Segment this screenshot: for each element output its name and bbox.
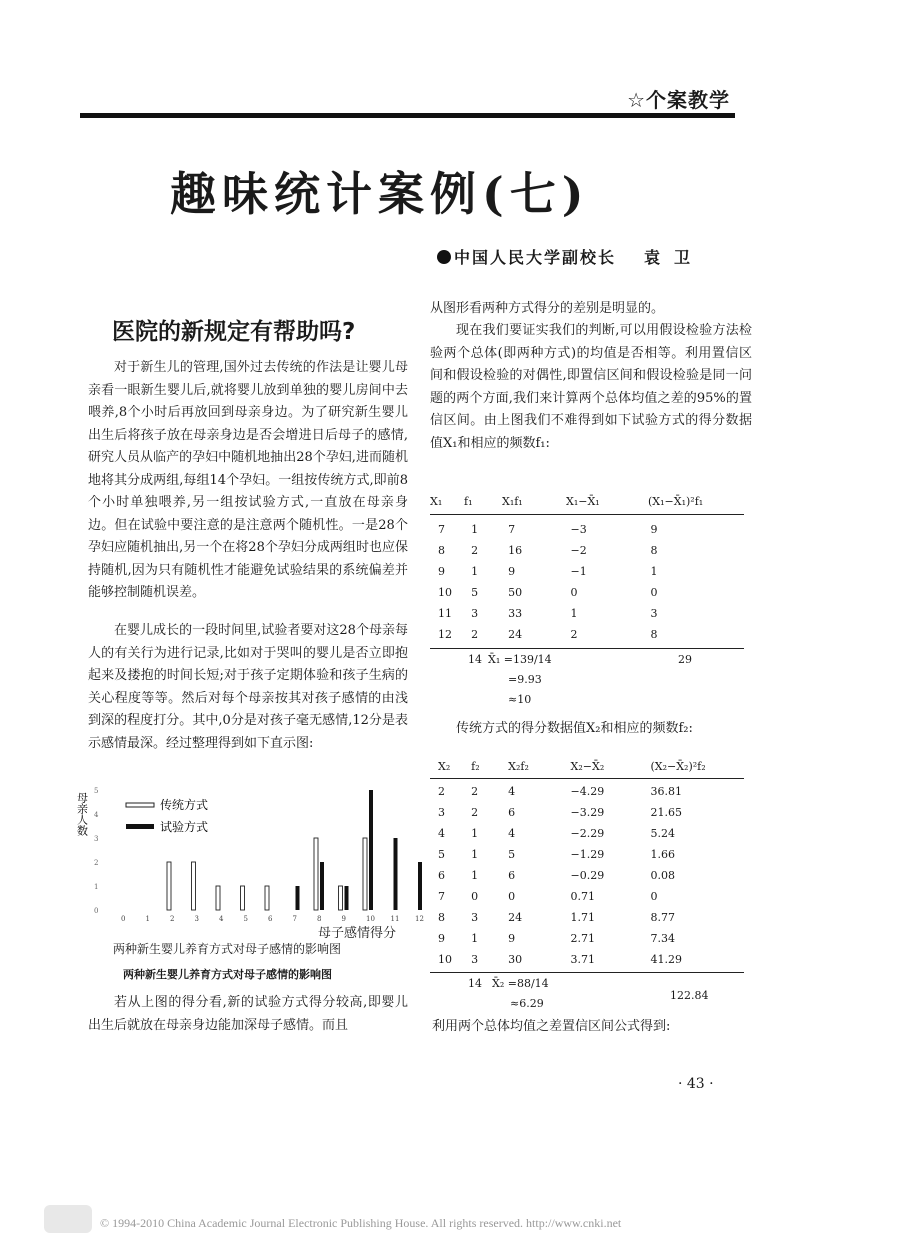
table-1-sum-squares: 29 — [678, 653, 692, 666]
table-cell: 8 — [438, 911, 445, 924]
table-cell: 2.71 — [570, 932, 596, 945]
table-2-header-cell: X₂ — [438, 759, 451, 773]
table-cell: −1 — [570, 565, 587, 578]
x-tick-label: 9 — [341, 915, 346, 923]
x-tick-label: 0 — [121, 915, 126, 923]
table-cell: 11 — [438, 607, 452, 620]
table-cell: 4 — [438, 827, 445, 840]
right-paragraph-1: 从图形看两种方式得分的差别是明显的。 — [430, 301, 665, 316]
table-cell: 2 — [471, 806, 479, 819]
legend-label-experimental: 试验方式 — [160, 820, 209, 834]
page-number: · 43 · — [678, 1076, 714, 1092]
table-cell: 2 — [471, 544, 479, 557]
bar-traditional — [192, 862, 196, 910]
table-cell: 0 — [650, 890, 658, 903]
table-cell: 3 — [471, 911, 479, 924]
table-row — [430, 540, 744, 561]
byline-affiliation: 中国人民大学副校长 — [454, 248, 617, 267]
table-cell: 50 — [508, 586, 523, 599]
legend-swatch-traditional — [126, 803, 154, 807]
x-tick-label: 8 — [317, 915, 322, 923]
table-cell: 9 — [508, 565, 516, 578]
table-row — [430, 781, 744, 802]
table-cell: 1 — [471, 848, 479, 861]
byline — [437, 245, 704, 268]
table-2-header-cell: X₂−X̄₂ — [570, 759, 605, 773]
table-cell: 1 — [471, 932, 479, 945]
table-cell: −3 — [570, 523, 587, 536]
table-cell: 3 — [471, 607, 479, 620]
table-cell: 3 — [650, 607, 658, 620]
table-2-header — [430, 754, 744, 778]
x-tick-label: 1 — [145, 915, 150, 923]
table-cell: 7 — [508, 523, 516, 536]
table-row — [430, 886, 744, 907]
left-paragraph-2: 在婴儿成长的一段时间里,试验者要对这28个母亲每人的有关行为进行记录,比如对于哭叫的婴儿是否立即抱起来及搂抱的时间长短;对于孩子定期体验和孩子生病的关心程度等等。然后对每个母亲按其对孩子感情的由浅到深的程度打分。其中,0分是对孩子毫无感情,12分是表示感情最深。经过整理得到如下直示图: — [88, 623, 408, 751]
table-cell: 3.71 — [570, 953, 596, 966]
table-cell: 1 — [471, 523, 479, 536]
table-1-mean-rounded: ≈10 — [508, 693, 532, 706]
table-2-mean-formula: X̄₂ =88/14 — [492, 977, 549, 990]
bar-traditional — [265, 886, 269, 910]
table-cell: 5.24 — [650, 827, 675, 840]
table-cell: 1 — [471, 827, 479, 840]
table-row — [430, 582, 744, 603]
y-tick-label: 0 — [94, 907, 99, 915]
bar-traditional — [339, 886, 343, 910]
table-1-mean-value: =9.93 — [508, 673, 542, 686]
y-tick-label: 3 — [94, 835, 99, 843]
table-cell: 2 — [570, 628, 578, 641]
table-cell: 24 — [508, 628, 523, 641]
table-2-summary — [430, 973, 744, 1019]
table-cell: 33 — [508, 607, 523, 620]
table-cell: 8.77 — [650, 911, 675, 924]
header-rule — [80, 113, 735, 118]
table-2-sum-squares: 122.84 — [670, 989, 709, 1002]
table-cell: −3.29 — [570, 806, 605, 819]
bar-experimental — [296, 886, 300, 910]
table-cell: 9 — [650, 523, 658, 536]
table-1 — [430, 488, 744, 713]
table-2-intro: 传统方式的得分数据值X₂和相应的频数f₂: — [456, 721, 693, 736]
table-cell: 0 — [650, 586, 658, 599]
table-2 — [430, 754, 744, 1019]
bar-traditional — [363, 838, 367, 910]
chart-x-label: 母子感情得分 — [318, 926, 397, 941]
table-cell: 1.66 — [650, 848, 675, 861]
table-2-total-f: 14 — [468, 977, 482, 990]
table-row — [430, 561, 744, 582]
left-paragraph-1: 对于新生儿的管理,国外过去传统的作法是让婴儿母亲看一眼新生婴儿后,就将婴儿放到单独的婴儿房间中去喂养,8个小时后再放回到母亲身边。为了研究新生婴儿出生后将孩子放在母亲身边是否会增进日后母子的感情,研究人员从临产的孕妇中随机地抽出28个孕妇,进而随机地将其分成两组,每组14个孕妇。一组按传统方式,即前8个小时单独喂养,另一组按试验方式,一直放在母亲身边。但在试验中要注意的是注意两个随机性。一是28个孕妇应随机抽出,另一个在将28个孕妇分成两组时也应保持随机,因为只有随机性才能避免试验结果的系统偏差并能够控制随机误差。 — [88, 360, 408, 600]
bullet-icon — [437, 250, 451, 264]
table-cell: 7 — [438, 890, 445, 903]
section-title: 医院的新规定有帮助吗? — [112, 319, 356, 345]
table-1-mean-formula: X̄₁ =139/14 — [488, 653, 552, 666]
table-1-header-cell: f₁ — [464, 494, 473, 508]
table-cell: 8 — [438, 544, 445, 557]
table-cell: 36.81 — [650, 785, 682, 798]
left-paragraph-3: 若从上图的得分看,新的试验方式得分较高,即婴儿出生后就放在母亲身边能加深母子感情。而且 — [88, 995, 408, 1033]
y-tick-label: 5 — [94, 787, 99, 795]
table-cell: 12 — [438, 628, 452, 641]
bar-experimental — [345, 886, 349, 910]
table-row — [430, 949, 744, 970]
table-cell: 7 — [438, 523, 445, 536]
table-cell: 1 — [471, 869, 479, 882]
chart-caption-1: 两种新生婴儿养育方式对母子感情的影响图 — [113, 942, 342, 956]
table-cell: −2 — [570, 544, 587, 557]
table-cell: 5 — [508, 848, 516, 861]
table-cell: 0 — [508, 890, 516, 903]
table-row — [430, 802, 744, 823]
table-cell: 9 — [438, 932, 445, 945]
y-tick-label: 2 — [94, 859, 99, 867]
table-cell: 9 — [508, 932, 516, 945]
bar-experimental — [418, 862, 422, 910]
table-cell: 0.71 — [570, 890, 596, 903]
table-cell: 9 — [438, 565, 445, 578]
chart-caption-2: 两种新生婴儿养育方式对母子感情的影响图 — [123, 968, 332, 981]
table-cell: 41.29 — [650, 953, 682, 966]
y-tick-label: 1 — [94, 883, 99, 891]
table-cell: 2 — [471, 785, 479, 798]
article-title: 趣味统计案例(七) — [170, 167, 590, 221]
table-cell: 10 — [438, 953, 452, 966]
table-2-header-cell: X₂f₂ — [508, 759, 529, 773]
table-row — [430, 907, 744, 928]
bar-traditional — [167, 862, 171, 910]
byline-author: 袁卫 — [644, 248, 705, 267]
table-cell: 21.65 — [650, 806, 682, 819]
table-2-mean-value: ≈6.29 — [510, 997, 544, 1010]
table-cell: 24 — [508, 911, 523, 924]
bar-traditional — [314, 838, 318, 910]
right-paragraph-2: 现在我们要证实我们的判断,可以用假设检验方法检验两个总体(即两种方式)的均值是否相等。利用置信区间和假设检验的对偶性,即置信区间和假设检验是同一问题的两个方面,我们来计算两个总体均值之差的95%的置信区间。由上图我们不难得到如下试验方式的得分数据值X₁和相应的频数f₁: — [430, 323, 752, 451]
table-1-summary — [430, 649, 744, 713]
table-cell: 16 — [508, 544, 523, 557]
table-row — [430, 844, 744, 865]
table-cell: 3 — [471, 953, 479, 966]
table-row — [430, 603, 744, 624]
table-1-header-cell: X₁f₁ — [502, 494, 523, 508]
x-tick-label: 5 — [243, 915, 248, 923]
bar-experimental — [320, 862, 324, 910]
y-tick-label: 4 — [94, 811, 99, 819]
table-cell: 5 — [471, 586, 479, 599]
section-label: ☆个案教学 — [627, 88, 730, 112]
bar-experimental — [394, 838, 398, 910]
table-1-header-cell: X₁−X̄₁ — [566, 494, 600, 508]
x-tick-label: 7 — [292, 915, 297, 923]
x-tick-label: 2 — [170, 915, 175, 923]
table-cell: 8 — [650, 628, 658, 641]
x-tick-label: 4 — [219, 915, 224, 923]
table-1-header — [430, 488, 744, 514]
x-tick-label: 10 — [366, 915, 375, 923]
table-cell: 0 — [570, 586, 578, 599]
table-2-header-cell: f₂ — [471, 759, 480, 773]
table-row — [430, 865, 744, 886]
table-cell: 6 — [438, 869, 445, 882]
closing-line: 利用两个总体均值之差置信区间公式得到: — [432, 1019, 671, 1034]
table-cell: −2.29 — [570, 827, 605, 840]
table-cell: 6 — [508, 869, 516, 882]
chart-y-label-group — [76, 792, 89, 837]
table-cell: −4.29 — [570, 785, 605, 798]
table-row — [430, 624, 744, 645]
x-tick-label: 3 — [194, 915, 199, 923]
publisher-logo — [44, 1205, 92, 1233]
chart-legend — [126, 797, 208, 834]
table-cell: 3 — [438, 806, 445, 819]
table-cell: −0.29 — [570, 869, 605, 882]
table-1-body — [430, 515, 744, 645]
table-cell: 4 — [508, 827, 516, 840]
table-cell: 2 — [471, 628, 479, 641]
chart-y-ticks — [94, 787, 99, 915]
copyright-footer: © 1994-2010 China Academic Journal Electronic Publishing House. All rights reserved. http://www.cnki.net — [100, 1216, 622, 1230]
x-tick-label: 6 — [268, 915, 273, 923]
table-row — [430, 928, 744, 949]
table-cell: 1 — [471, 565, 479, 578]
table-cell: −1.29 — [570, 848, 605, 861]
chart-y-label: 母亲人数 — [75, 792, 89, 836]
x-tick-label: 11 — [390, 915, 400, 923]
table-cell: 1 — [570, 607, 578, 620]
bar-chart — [75, 780, 424, 940]
table-row — [430, 823, 744, 844]
table-cell: 7.34 — [650, 932, 675, 945]
table-cell: 6 — [508, 806, 516, 819]
table-cell: 1 — [650, 565, 658, 578]
table-cell: 1.71 — [570, 911, 596, 924]
legend-label-traditional: 传统方式 — [160, 798, 209, 812]
table-cell: 2 — [438, 785, 445, 798]
legend-swatch-experimental — [126, 824, 154, 829]
table-cell: 0 — [471, 890, 479, 903]
table-cell: 5 — [438, 848, 445, 861]
table-cell: 10 — [438, 586, 452, 599]
table-cell: 30 — [508, 953, 523, 966]
table-2-header-cell: (X₂−X̄₂)²f₂ — [650, 759, 706, 773]
bar-traditional — [241, 886, 245, 910]
table-row — [430, 519, 744, 540]
table-1-header-cell: X₁ — [430, 494, 443, 508]
table-1-total-f: 14 — [468, 653, 482, 666]
table-1-header-cell: (X₁−X̄₁)²f₁ — [648, 494, 704, 508]
table-cell: 8 — [650, 544, 658, 557]
table-cell: 0.08 — [650, 869, 675, 882]
table-cell: 4 — [508, 785, 516, 798]
bar-experimental — [369, 790, 373, 910]
table-2-body — [430, 779, 744, 970]
x-tick-label: 12 — [415, 915, 424, 923]
bar-traditional — [216, 886, 220, 910]
